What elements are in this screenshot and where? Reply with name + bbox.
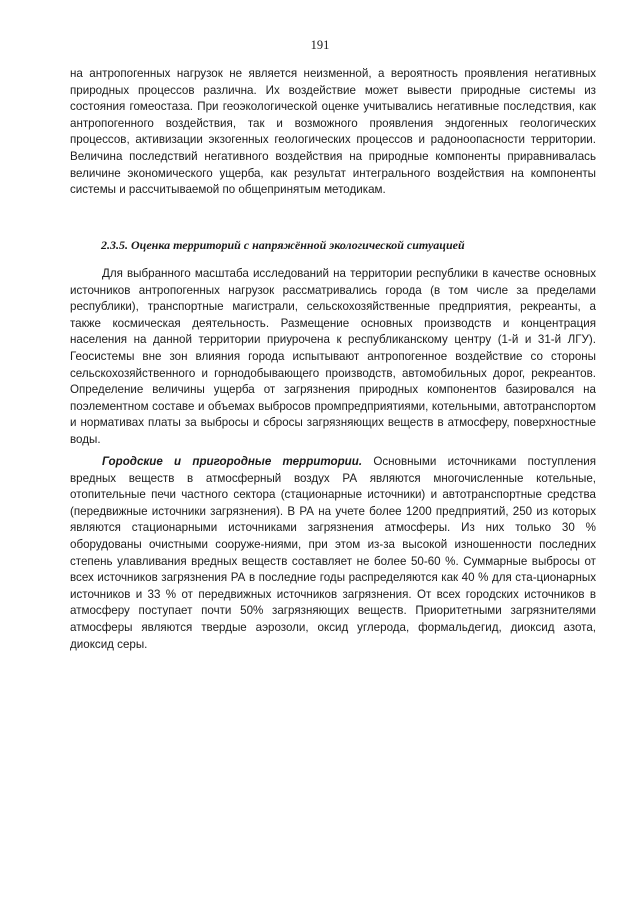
section-paragraph-1-block xyxy=(70,266,596,449)
intro-paragraph: на антропогенных нагрузок не является неизменной, а вероятность проявления негативных природных процессов различна. Их воздействие может вывести природные системы из состояния гомеостаза. При геоэкологической оценке учитывались негативные последствия, как антропогенного воздействия, так и возможного проявления эндогенных геологических процессов, активизации экзогенных геологических процессов и радоноопасности территории. Величина последствий негативного воздействия на природные компоненты приравнивалась величине экономического ущерба, как результат интегрального воздействия на компоненты системы и рассчитываемой по общепринятым методикам. xyxy=(70,67,596,197)
section-paragraph-2 xyxy=(70,454,596,653)
section-heading: 2.3.5. Оценка территорий с напряжённой экологической ситуацией xyxy=(101,238,465,252)
section-paragraph-2-block xyxy=(70,454,596,653)
paragraph-body: Основными источниками поступления вредных веществ в атмосферный воздух РА являются многочисленные котельные, отопительные печи частного сектора (стационарные источники) и автотранспортные средства (передвижные источники загрязнения). В РА на учете более 1200 предприятий, 250 из которых являются стационарными источниками загрязнения атмосферы. Из них только 30 % оборудованы очистными сооруже-ниями, при этом из-за высокой изношенности последних степень улавливания вредных веществ составляет не более 50-60 %. Суммарные выбросы от всех источников загрязнения РА в последние годы распределяются как 40 % для ста-ционарных источников и 33 % от передвижных источников загрязнения. От всех городских источников в атмосферу поступает почти 50% загрязняющих веществ. Приоритетными загрязнителями атмосферы являются твердые аэрозоли, оксид углерода, формальдегид, диоксид азота, диоксид серы. xyxy=(70,455,596,651)
section-paragraph-1: Для выбранного масштаба исследований на территории республики в качестве основных источников антропогенных нагрузок рассматривались города (в том числе за пределами республики), транспортные магистрали, сельскохозяйственные предприятия, рекреанты, а также космическая деятельность. Размещение основных производств и концентрация населения на данной территории приурочена к республиканскому центру (1-й и 31-й ЛГУ). Геосистемы вне зон влияния города испытывают антропогенное воздействие со стороны сельскохозяйственного и горнодобывающего производств, автомобильных дорог, рекреантов. Определение величины ущерба от загрязнения природных компонентов базировался на поэлементном составе и объемах выбросов промпредприятиями, котельными, автотранспортом и нормативах платы за выбросы и сбросы загрязняющих веществ в атмосферу, поверхностные воды. xyxy=(70,267,596,446)
page-number: 191 xyxy=(310,38,330,52)
intro-paragraph-block xyxy=(70,66,596,199)
paragraph-lead-in: Городские и пригородные территории. xyxy=(102,455,363,468)
